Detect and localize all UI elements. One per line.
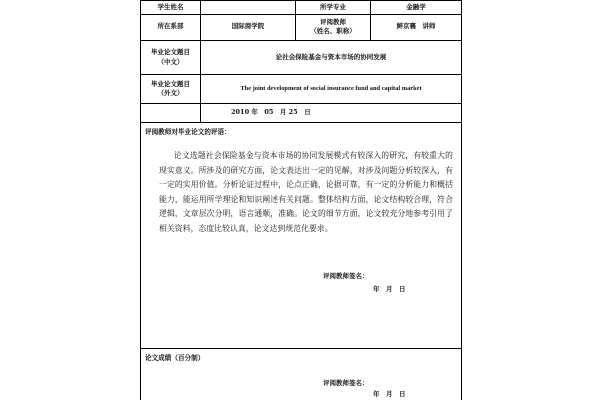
title-en-label-line2: （外文）	[157, 89, 184, 97]
reviewer-label-line2: （姓名、职称）	[310, 27, 356, 35]
review-section	[141, 123, 461, 349]
grade-heading: 论文成绩（百分制）	[145, 354, 205, 362]
major-label: 所学专业	[296, 1, 371, 14]
title-cn-label	[141, 41, 201, 74]
review-heading: 评阅教师对毕业论文的评语：	[145, 128, 231, 136]
review-signature-label: 评阅教师签名：	[323, 272, 369, 280]
submission-date: 2010 年 05 月 25 日	[231, 108, 311, 117]
reviewer-label-line1: 评阅教师	[320, 17, 346, 26]
row-department	[141, 14, 461, 41]
row-title-cn	[141, 41, 461, 75]
row-student	[141, 0, 461, 15]
department-label: 所在系部	[141, 14, 201, 40]
date-label-cell	[141, 104, 201, 122]
reviewer-label	[296, 14, 371, 40]
title-cn-label-line1: 毕业论文题目	[151, 48, 190, 57]
student-name-label: 学生姓名	[141, 1, 201, 14]
review-form	[140, 0, 462, 400]
grade-section	[141, 349, 461, 400]
grade-signature-label: 评阅教师签名：	[323, 379, 369, 387]
row-date	[141, 104, 461, 123]
review-comment: 论文选题社会保险基金与资本市场的协同发展模式有较深入的研究，有较重大的现实意义。所涉及的研究方面，论文表达出一定的见解，对涉及问题分析较深入，有一定的实用价值。分析论证过程中，论点正确，论据可靠，有一定的分析能力和概括能力，能运用所学理论和知识阐述有关问题。整体结构方面，论文结构较合理，符合逻辑，文章层次分明，语言通顺，准确。论文的细节方面，论文较充分地参考引用了相关资料，态度比较认真，论文达到规范化要求。	[159, 151, 453, 233]
title-cn-label-line2: （中文）	[157, 57, 184, 66]
major-value: 金融学	[406, 2, 426, 11]
review-date-label: 年 月 日	[373, 285, 406, 293]
title-en-label	[141, 75, 201, 103]
title-en-label-line1: 毕业论文题目	[151, 79, 190, 88]
title-cn-value: 论社会保险基金与资本市场的协同发展	[275, 52, 387, 61]
row-title-en	[141, 75, 461, 104]
grade-date-label: 年 月 日	[373, 390, 406, 398]
title-en-value: The joint development of social insurance fund and capital market	[240, 84, 422, 92]
student-name-value	[201, 1, 296, 14]
department-value: 国际商学院	[201, 14, 296, 40]
reviewer-value: 鲜京襄 讲师	[396, 22, 436, 31]
